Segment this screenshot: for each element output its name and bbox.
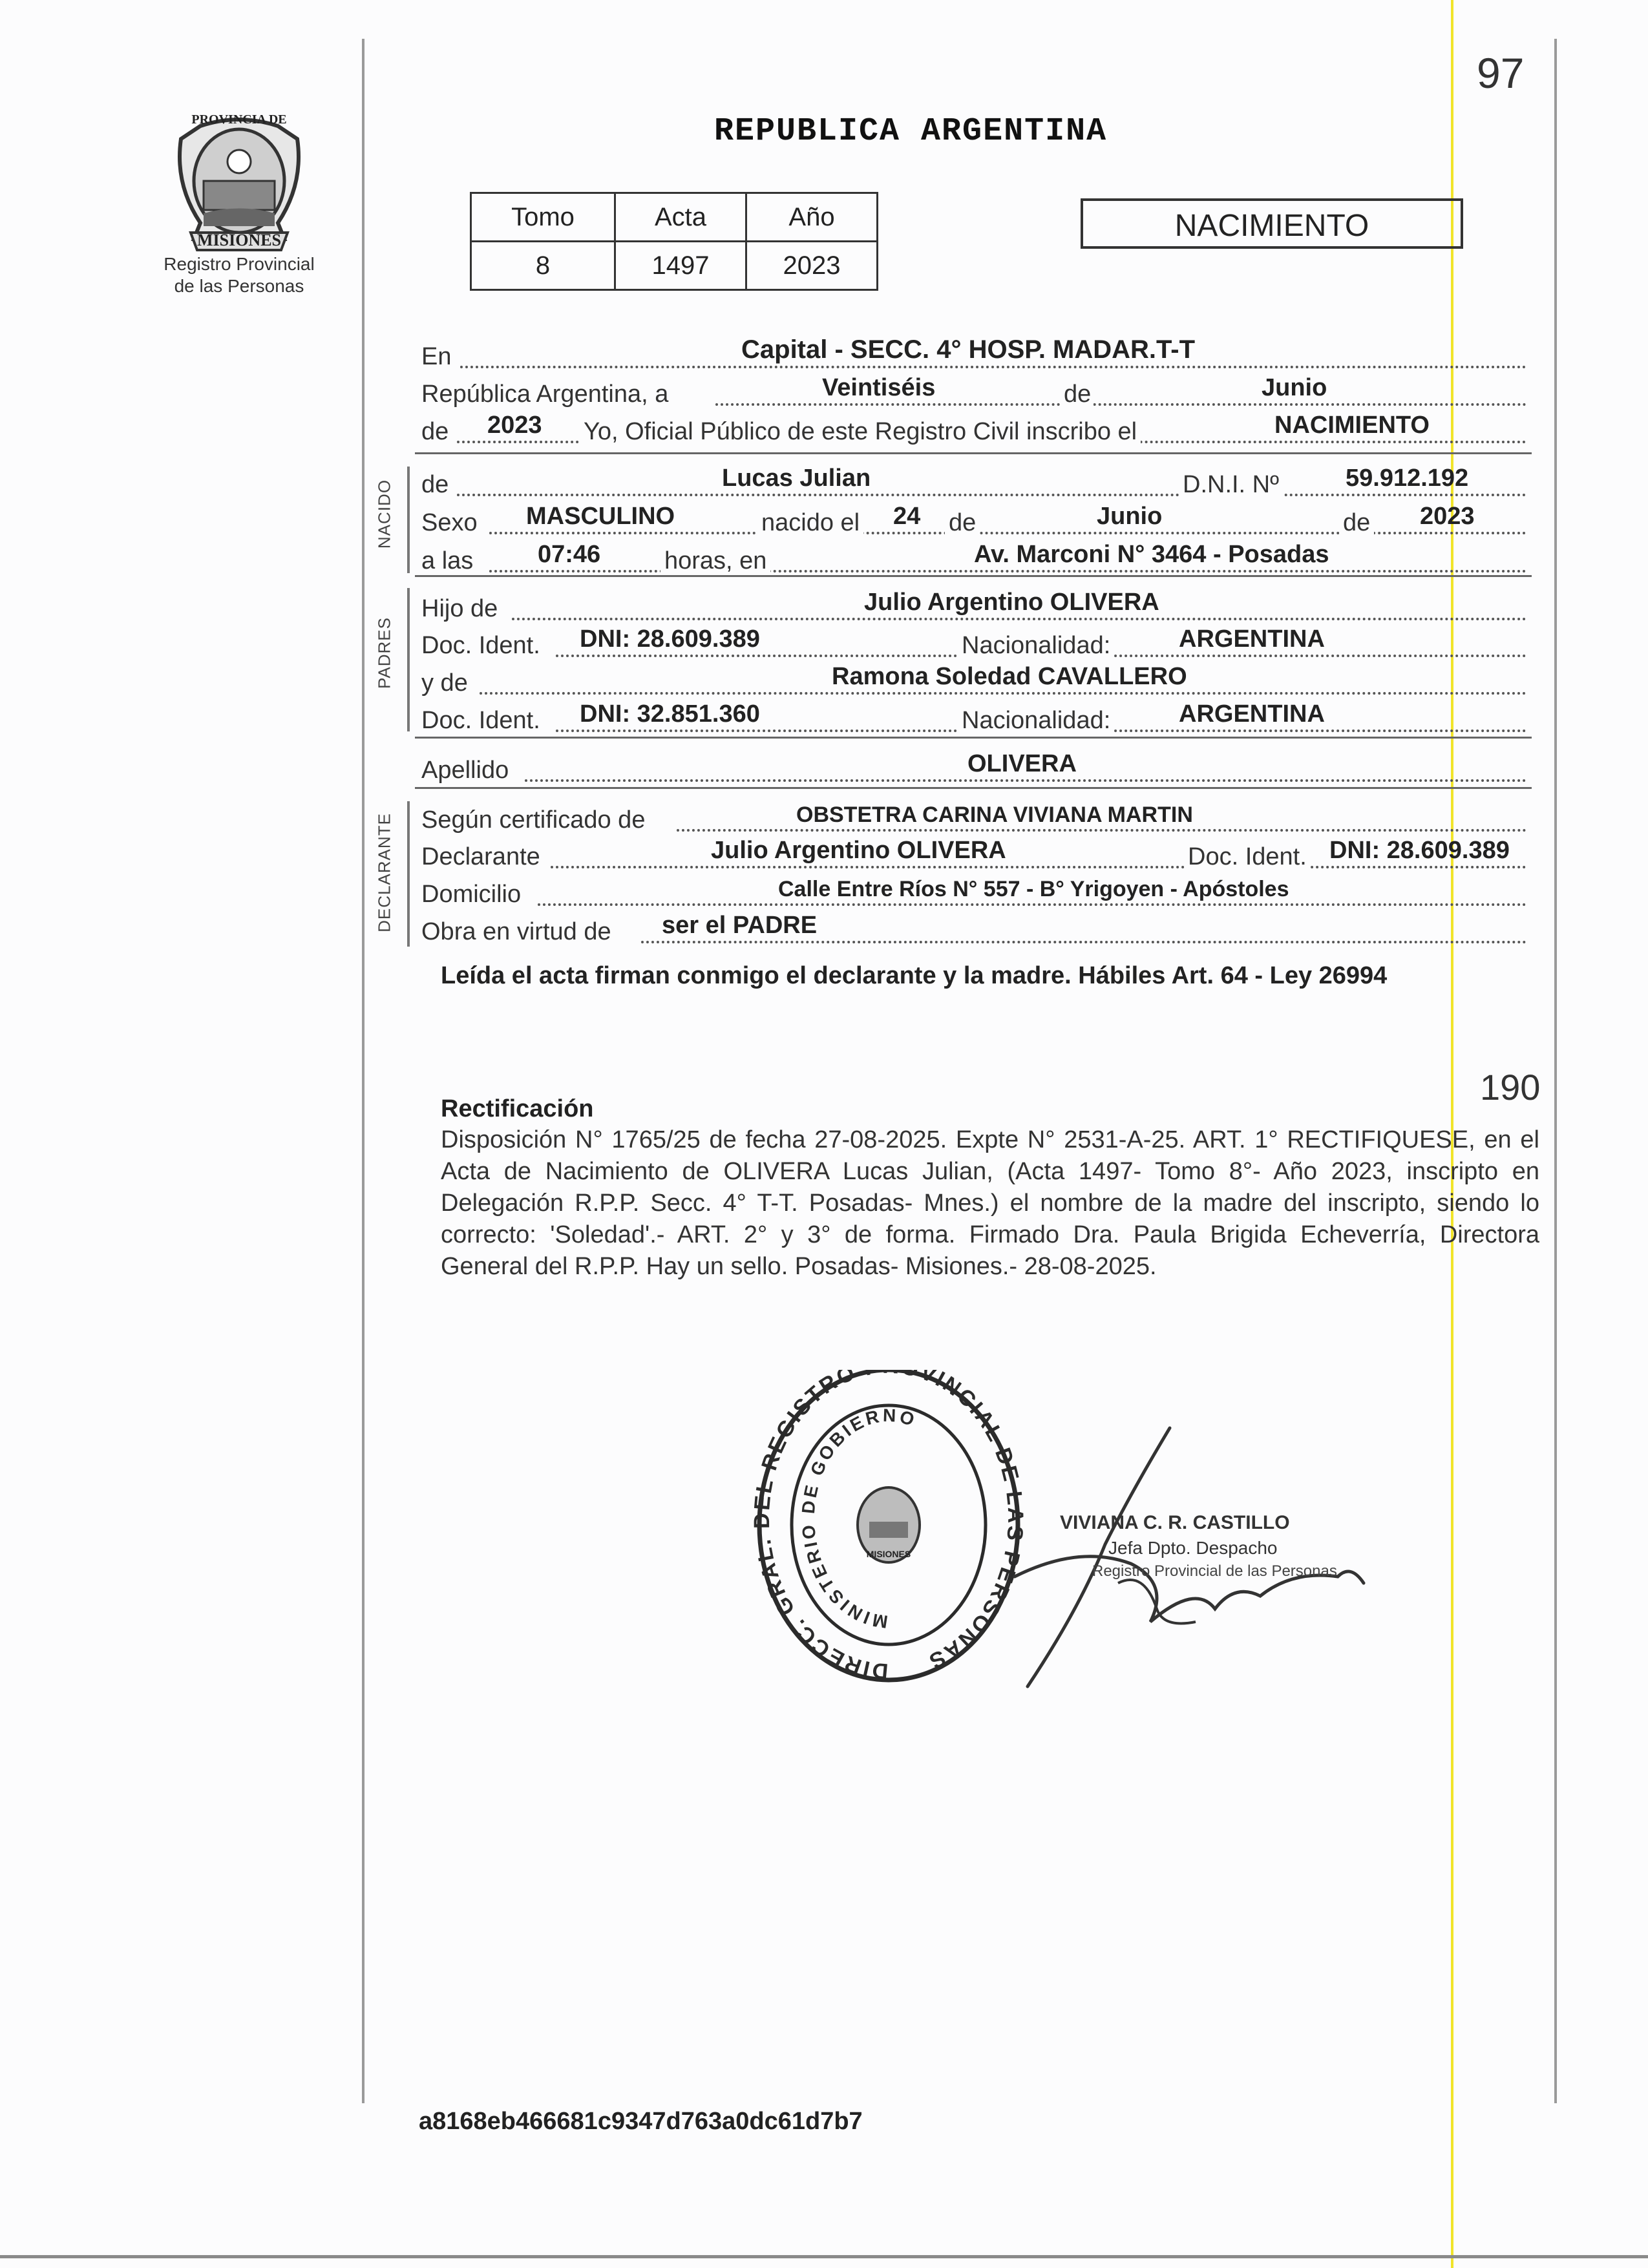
closing-statement: Leída el acta firman conmigo el declarante y la madre. Hábiles Art. 64 - Ley 26994 xyxy=(441,962,1388,989)
acta-value: 1497 xyxy=(615,242,746,290)
value-dni: 59.912.192 xyxy=(1346,465,1469,492)
row-padre xyxy=(421,588,1527,624)
row-domicilio xyxy=(421,874,1527,910)
label-nacido-el: nacido el xyxy=(757,509,863,537)
label-nombre: de xyxy=(421,471,449,498)
document-hash: a8168eb466681c9347d763a0dc61d7b7 xyxy=(419,2108,863,2135)
anio-value: 2023 xyxy=(746,242,878,290)
row-certificado xyxy=(421,799,1527,835)
logo-caption-line1: Registro Provincial xyxy=(164,254,315,274)
tomo-value: 8 xyxy=(471,242,615,290)
label-nacido-de: de xyxy=(945,509,980,537)
value-apellido: OLIVERA xyxy=(967,750,1077,777)
label-doc-ident-declarante: Doc. Ident. xyxy=(1184,843,1311,871)
label-y-de: y de xyxy=(421,669,468,697)
document-type-box: NACIMIENTO xyxy=(1081,198,1463,249)
label-apellido: Apellido xyxy=(421,757,509,784)
section-label-padres: PADRES xyxy=(374,617,394,689)
row-declarante xyxy=(421,836,1527,872)
value-obra: ser el PADRE xyxy=(662,912,818,939)
value-declarante: Julio Argentino OLIVERA xyxy=(711,837,1006,864)
label-hijo-de: Hijo de xyxy=(421,595,498,622)
row-sexo xyxy=(421,502,1527,538)
signer-name: VIVIANA C. R. CASTILLO xyxy=(1060,1512,1290,1533)
value-padre-nacionalidad: ARGENTINA xyxy=(1179,625,1325,653)
value-nombre: Lucas Julian xyxy=(722,465,871,492)
label-domicilio: Domicilio xyxy=(421,881,522,908)
section-label-nacido: NACIDO xyxy=(374,479,394,549)
row-padre-doc xyxy=(421,625,1527,661)
bottom-edge-line xyxy=(0,2255,1648,2258)
row-apellido xyxy=(421,750,1527,786)
logo-caption xyxy=(110,253,368,297)
misiones-seal-icon xyxy=(155,100,323,255)
value-domicilio: Calle Entre Ríos N° 557 - B° Yrigoyen - Apóstoles xyxy=(778,877,1289,901)
value-lugar-nacimiento: Av. Marconi N° 3464 - Posadas xyxy=(974,541,1329,568)
value-padre: Julio Argentino OLIVERA xyxy=(864,589,1159,616)
document-title: REPUBLICA ARGENTINA xyxy=(714,113,1108,150)
label-declarante: Declarante xyxy=(421,843,540,870)
acta-header: Acta xyxy=(615,193,746,242)
signature-block xyxy=(1002,1415,1377,1699)
left-margin-line xyxy=(362,39,364,2103)
value-nacido-anio: 2023 xyxy=(1420,503,1475,530)
svg-text:DIRECC. GRAL. DEL REGISTRO PRO: DIRECC. GRAL. L REGISTRO VINCIAL DE PERSONAS xyxy=(753,1370,1024,1684)
official-stamp xyxy=(753,1370,1024,1693)
svg-text:MINISTERIO DE GOBIERNO: MINISTERIO DE GOBIERNO xyxy=(798,1405,920,1632)
label-de: de xyxy=(1061,381,1093,408)
signer-organization: Registro Provincial de las Personas xyxy=(1092,1562,1337,1580)
row-madre xyxy=(421,662,1527,698)
tomo-header: Tomo xyxy=(471,193,615,242)
value-padre-doc: DNI: 28.609.389 xyxy=(580,625,760,653)
label-obra: Obra en virtud de xyxy=(421,918,611,945)
value-dia: Veintiséis xyxy=(822,374,936,401)
row-fecha xyxy=(421,373,1527,410)
svg-text:MISIONES: MISIONES xyxy=(196,231,282,249)
row-obra xyxy=(421,911,1527,947)
value-mes: Junio xyxy=(1262,374,1327,401)
row-inscribo xyxy=(421,411,1527,447)
label-doc-ident-padre: Doc. Ident. xyxy=(421,632,540,659)
value-inscribo: NACIMIENTO xyxy=(1274,412,1430,439)
label-dni: D.N.I. Nº xyxy=(1179,471,1283,499)
value-nacido-mes: Junio xyxy=(1097,503,1163,530)
rectificacion-title: Rectificación xyxy=(441,1095,594,1122)
anio-header: Año xyxy=(746,193,878,242)
label-nacido-de2: de xyxy=(1339,509,1374,537)
tomo-acta-table xyxy=(470,192,878,291)
province-logo xyxy=(155,100,323,255)
svg-text:MISIONES: MISIONES xyxy=(866,1549,911,1559)
row-madre-doc xyxy=(421,700,1527,736)
label-nacionalidad-madre: Nacionalidad: xyxy=(958,707,1114,735)
label-republica: República Argentina, a xyxy=(421,381,669,408)
label-inscribo: Yo, Oficial Público de este Registro Civil inscribo el xyxy=(580,418,1141,446)
value-lugar-inscripcion: Capital - SECC. 4° HOSP. MADAR.T-T xyxy=(741,335,1196,364)
row-lugar xyxy=(421,336,1527,372)
right-margin-line xyxy=(1554,39,1557,2103)
value-sexo: MASCULINO xyxy=(526,503,675,530)
label-en: En xyxy=(421,343,452,370)
label-doc-ident-madre: Doc. Ident. xyxy=(421,707,540,734)
rectificacion-number: 190 xyxy=(1480,1067,1541,1108)
row-hora xyxy=(421,540,1527,576)
label-a-las: a las xyxy=(421,547,474,574)
signer-role: Jefa Dpto. Despacho xyxy=(1108,1538,1278,1558)
value-certificado: OBSTETRA CARINA VIVIANA MARTIN xyxy=(796,803,1193,827)
logo-caption-line2: de las Personas xyxy=(174,276,304,296)
value-anio: 2023 xyxy=(487,412,542,439)
section-label-declarante: DECLARANTE xyxy=(374,813,394,932)
rectificacion-body: Disposición N° 1765/25 de fecha 27-08-2025. Expte N° 2531-A-25. ART. 1° RECTIFIQUESE, en el Acta de Nacimiento de OLIVERA Lucas Julian, (Acta 1497- Tomo 8°- Año 2023, inscripto en Delegación R.P.P. Secc. 4° T-T. Posadas- Mnes.) el nombre de la madre del inscripto, siendo lo correcto: 'Soledad'.- ART. 2° y 3° de forma. Firmado Dra. Paula Brigida Echeverría, Directora General del R.P.P. Hay un sello. Posadas- Misiones.- 28-08-2025. xyxy=(441,1126,1539,1280)
label-horas-en: horas, en xyxy=(660,547,770,575)
value-madre-nacionalidad: ARGENTINA xyxy=(1179,700,1325,728)
page-number: 97 xyxy=(1477,49,1525,97)
label-de2: de xyxy=(421,418,449,445)
value-declarante-doc: DNI: 28.609.389 xyxy=(1329,837,1510,864)
label-sexo: Sexo xyxy=(421,509,478,536)
value-nacido-dia: 24 xyxy=(893,503,921,530)
value-hora: 07:46 xyxy=(538,541,601,568)
label-certificado: Según certificado de xyxy=(421,806,646,834)
label-nacionalidad-padre: Nacionalidad: xyxy=(958,632,1114,660)
value-madre: Ramona Soledad CAVALLERO xyxy=(832,663,1187,690)
registry-seal-icon xyxy=(753,1370,1024,1693)
row-nombre xyxy=(421,464,1527,500)
value-madre-doc: DNI: 32.851.360 xyxy=(580,700,760,728)
svg-text:PROVINCIA DE: PROVINCIA DE xyxy=(191,112,287,127)
